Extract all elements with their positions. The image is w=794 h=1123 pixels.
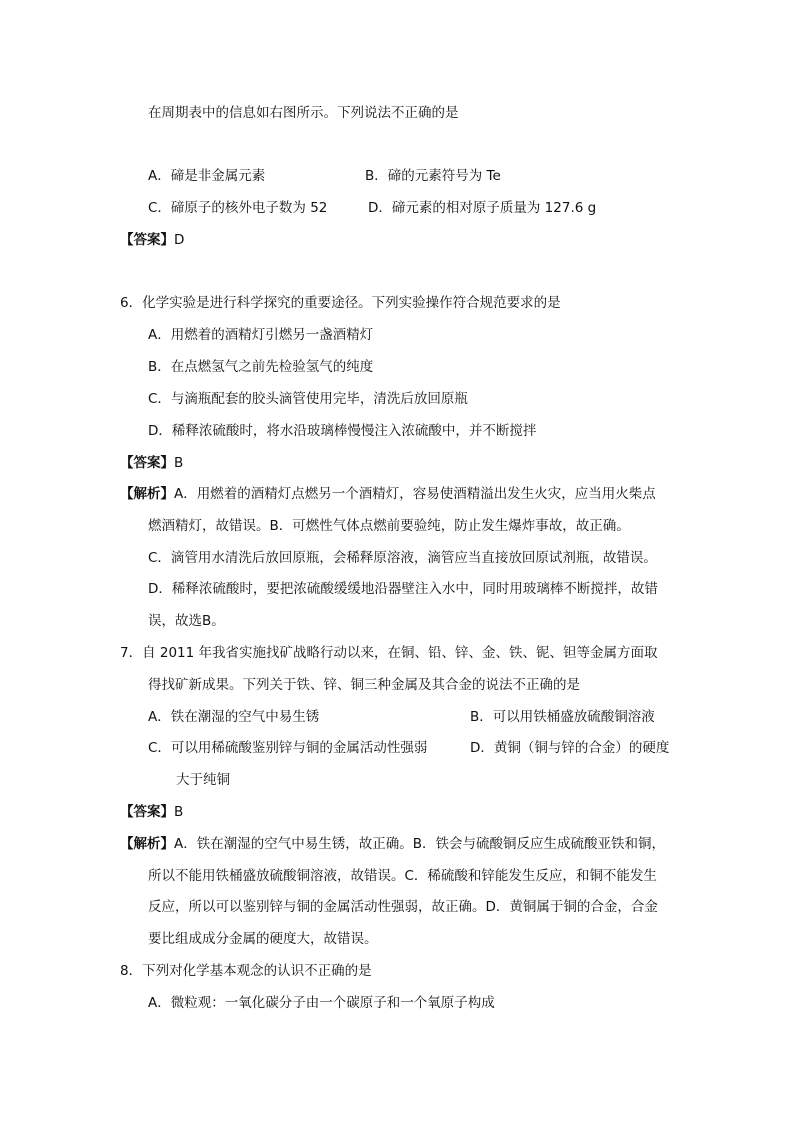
q7-analysis-line-1 — [120, 835, 665, 853]
q6-analysis-line-5: 误，故选B。 — [148, 613, 225, 629]
q6-option-c: C．与滴瓶配套的胶头滴管使用完毕，清洗后放回原瓶 — [148, 391, 468, 407]
q7-stem-line-2: 得找矿新成果。下列关于铁、锌、铜三种金属及其合金的说法不正确的是 — [148, 677, 580, 693]
q5-option-c: C．碲原子的核外电子数为 52 — [148, 200, 328, 216]
q6-option-b: B．在点燃氢气之前先检验氢气的纯度 — [148, 359, 374, 375]
q6-answer-line — [120, 454, 183, 472]
q5-stem-tail: 在周期表中的信息如右图所示。下列说法不正确的是 — [148, 105, 459, 121]
answer-tag: 【答案】 — [120, 455, 174, 471]
q7-stem-line-1: 7．自 2011 年我省实施找矿战略行动以来，在铜、铅、锌、金、铁、铌、钽等金属方面取 — [120, 645, 658, 661]
q7-option-a: A．铁在潮湿的空气中易生锈 — [148, 709, 320, 725]
analysis-tag: 【解析】 — [120, 486, 174, 502]
q5-option-a: A．碲是非金属元素 — [148, 168, 266, 184]
analysis-tag: 【解析】 — [120, 836, 174, 852]
answer-tag: 【答案】 — [120, 804, 174, 820]
q6-analysis-line-3: C．滴管用水清洗后放回原瓶，会稀释原溶液，滴管应当直接放回原试剂瓶，故错误。 — [148, 550, 657, 566]
q7-analysis-line-2: 所以不能用铁桶盛放硫酸铜溶液，故错误。C．稀硫酸和锌能发生反应，和铜不能发生 — [148, 868, 657, 884]
q5-option-d: D．碲元素的相对原子质量为 127.6 g — [368, 200, 597, 216]
q7-option-b: B．可以用铁桶盛放硫酸铜溶液 — [470, 709, 655, 725]
q7-option-c: C．可以用稀硫酸鉴别锌与铜的金属活动性强弱 — [148, 740, 428, 756]
q7-analysis-line-3: 反应，所以可以鉴别锌与铜的金属活动性强弱，故正确。D．黄铜属于铜的合金，合金 — [148, 899, 658, 915]
q7-analysis-text: A．铁在潮湿的空气中易生锈，故正确。B．铁会与硫酸铜反应生成硫酸亚铁和铜， — [174, 836, 665, 852]
answer-tag: 【答案】 — [120, 232, 174, 248]
q7-option-d-line-1: D．黄铜（铜与锌的合金）的硬度 — [470, 740, 670, 756]
q6-option-d: D．稀释浓硫酸时，将水沿玻璃棒慢慢注入浓硫酸中，并不断搅拌 — [148, 423, 537, 439]
q6-analysis-line-2: 燃酒精灯，故错误。B．可燃性气体点燃前要验纯，防止发生爆炸事故，故正确。 — [148, 518, 630, 534]
q7-answer-line — [120, 803, 183, 821]
q6-analysis-line-1 — [120, 485, 656, 503]
q5-answer-line — [120, 231, 184, 249]
q7-analysis-line-4: 要比组成成分金属的硬度大，故错误。 — [148, 931, 378, 947]
q7-option-d-line-2: 大于纯铜 — [176, 772, 230, 788]
q5-answer: D — [174, 232, 185, 248]
q6-analysis-text: A．用燃着的酒精灯点燃另一个酒精灯，容易使酒精溢出发生火灾，应当用火柴点 — [174, 486, 656, 502]
q6-answer: B — [174, 455, 184, 471]
q5-option-b: B．碲的元素符号为 Te — [365, 168, 501, 184]
q8-stem: 8．下列对化学基本观念的认识不正确的是 — [120, 963, 372, 979]
q6-option-a: A．用燃着的酒精灯引燃另一盏酒精灯 — [148, 327, 374, 343]
q6-analysis-line-4: D．稀释浓硫酸时，要把浓硫酸缓缓地沿器壁注入水中，同时用玻璃棒不断搅拌，故错 — [148, 581, 658, 597]
q8-option-a: A．微粒观：一氧化碳分子由一个碳原子和一个氧原子构成 — [148, 995, 495, 1011]
q7-answer: B — [174, 804, 184, 820]
q6-stem: 6．化学实验是进行科学探究的重要途径。下列实验操作符合规范要求的是 — [120, 295, 561, 311]
